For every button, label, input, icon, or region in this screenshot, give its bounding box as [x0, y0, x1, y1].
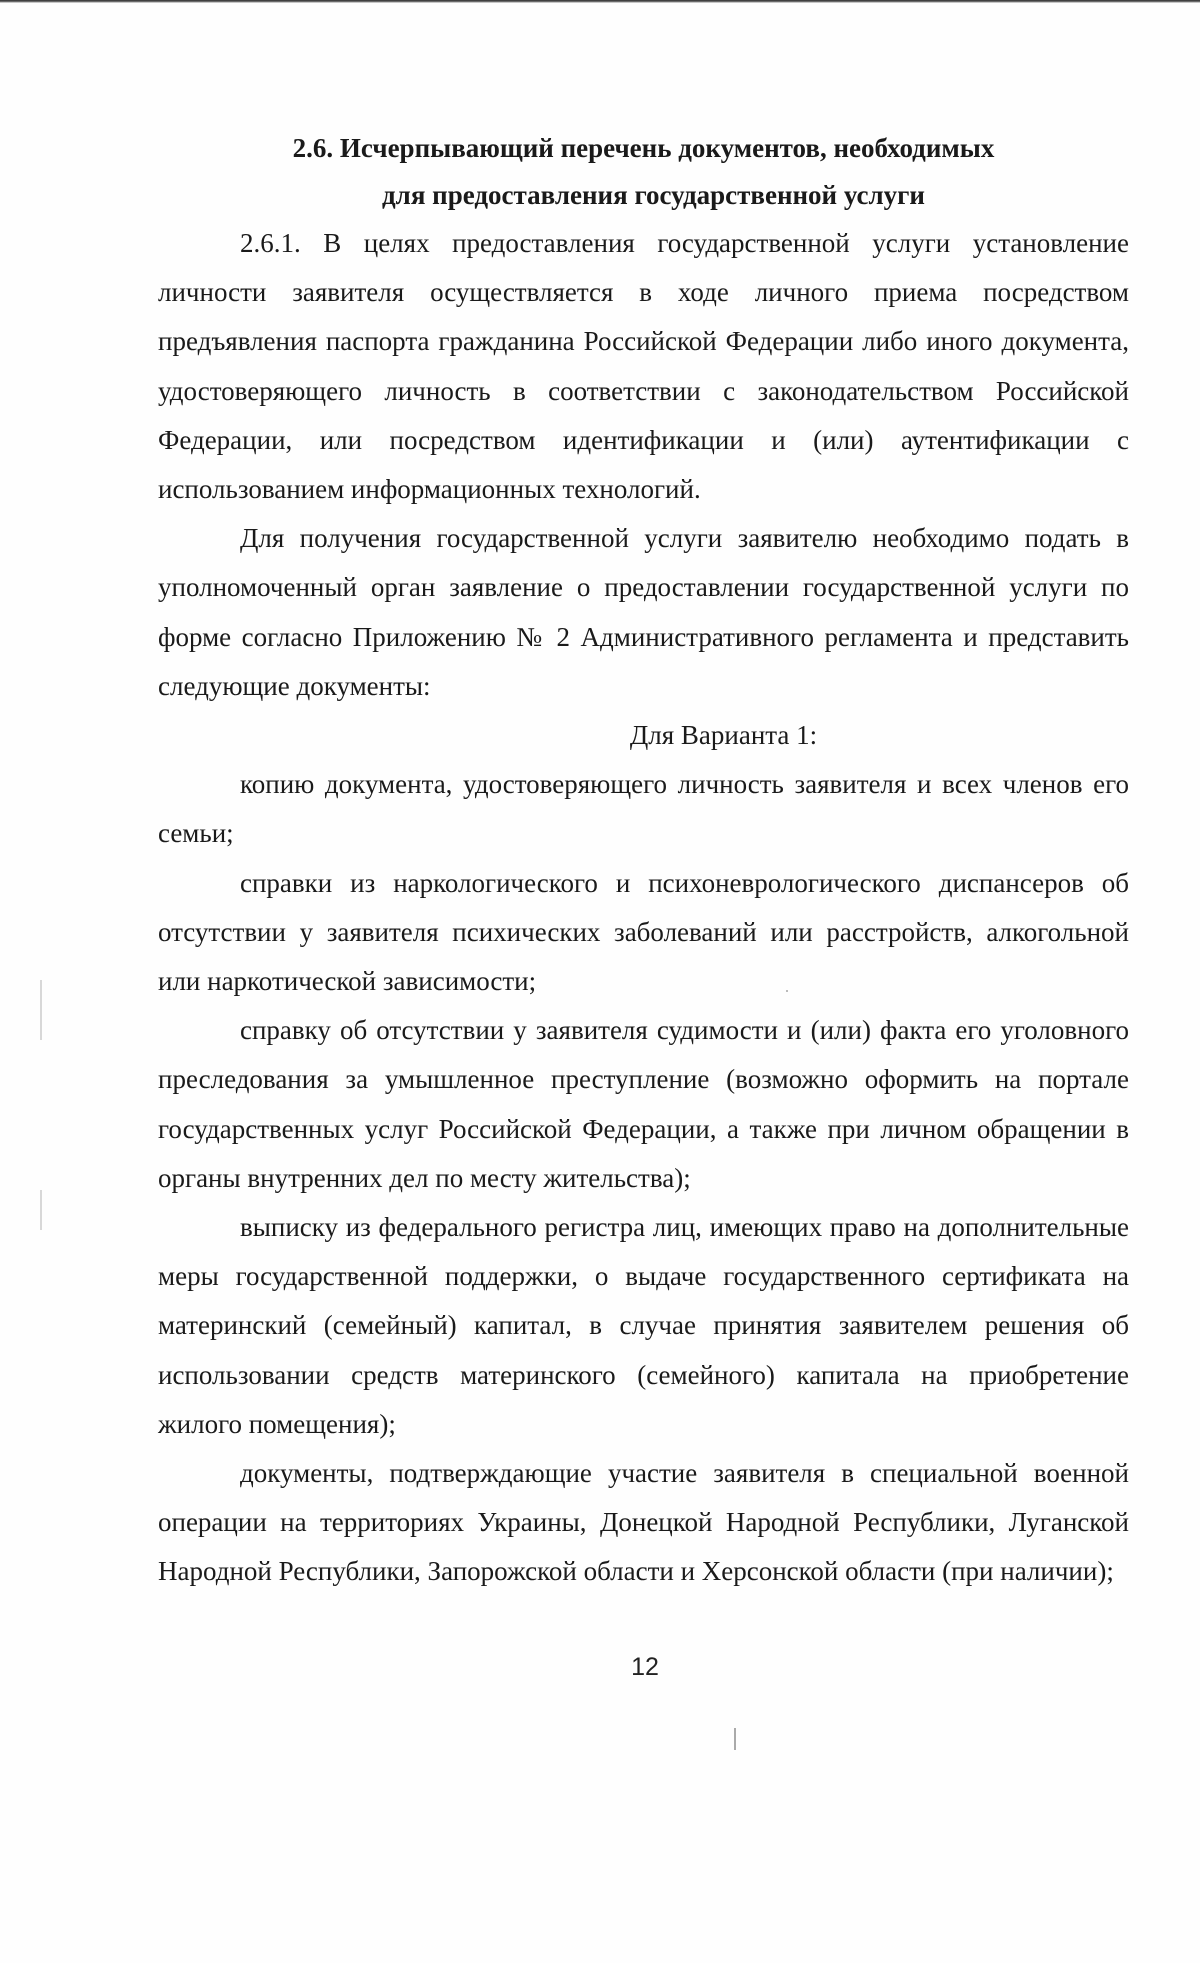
section-heading-line-2: для предоставления государственной услуги — [382, 180, 925, 210]
variant-label: Для Варианта 1: — [629, 720, 818, 751]
list-item-medical-certificates: справки из наркологического и психоневрологического диспансеров об отсутствии у заявителя психических заболеваний или расстройств, алкогольной или наркотической зависимости; — [158, 867, 1129, 997]
document-body — [158, 125, 1129, 1597]
list-item-criminal-record: справку об отсутствии у заявителя судимости и (или) факта его уголовного преследования за умышленное преступление (возможно оформить на портале государственных услуг Российской Федерации, а также при личном обращении в органы внутренних дел по месту жительства); — [158, 1015, 1129, 1193]
list-item-identity-copy: копию документа, удостоверяющего личность заявителя и всех членов его семьи; — [158, 769, 1129, 849]
scan-speckle — [40, 1190, 42, 1230]
scan-top-edge — [0, 0, 1200, 3]
scan-speckle — [40, 980, 42, 1040]
section-heading-line-1: 2.6. Исчерпывающий перечень документов, необходимых — [292, 133, 995, 163]
scan-mark — [734, 1728, 736, 1750]
section-heading — [158, 125, 1129, 219]
paragraph-identification: 2.6.1. В целях предоставления государственной услуги установление личности заявителя осуществляется в ходе личного приема посредством предъявления паспорта гражданина Российской Федерации либо иного документа, удостоверяющего личность в соответствии с законодательством Российской Федерации, или посредством идентификации и (или) аутентификации с использованием информационных технологий. — [158, 228, 1129, 505]
scan-dot — [786, 990, 788, 992]
paragraph-application: Для получения государственной услуги заявителю необходимо подать в уполномоченный орган заявление о предоставлении государственной услуги по форме согласно Приложению № 2 Административного регламента и представить следующие документы: — [158, 523, 1129, 701]
page-number: 12 — [631, 1653, 659, 1681]
list-item-maternity-capital: выписку из федерального регистра лиц, имеющих право на дополнительные меры государственной поддержки, о выдаче государственного сертификата на материнский (семейный) капитал, в случае принятия заявителем решения об использовании средств материнского (семейного) капитала на приобретение жилого помещения); — [158, 1212, 1129, 1439]
list-item-military-operation: документы, подтверждающие участие заявителя в специальной военной операции на территориях Украины, Донецкой Народной Республики, Луганской Народной Республики, Запорожской области и Херсонской области (при наличии); — [158, 1458, 1129, 1587]
